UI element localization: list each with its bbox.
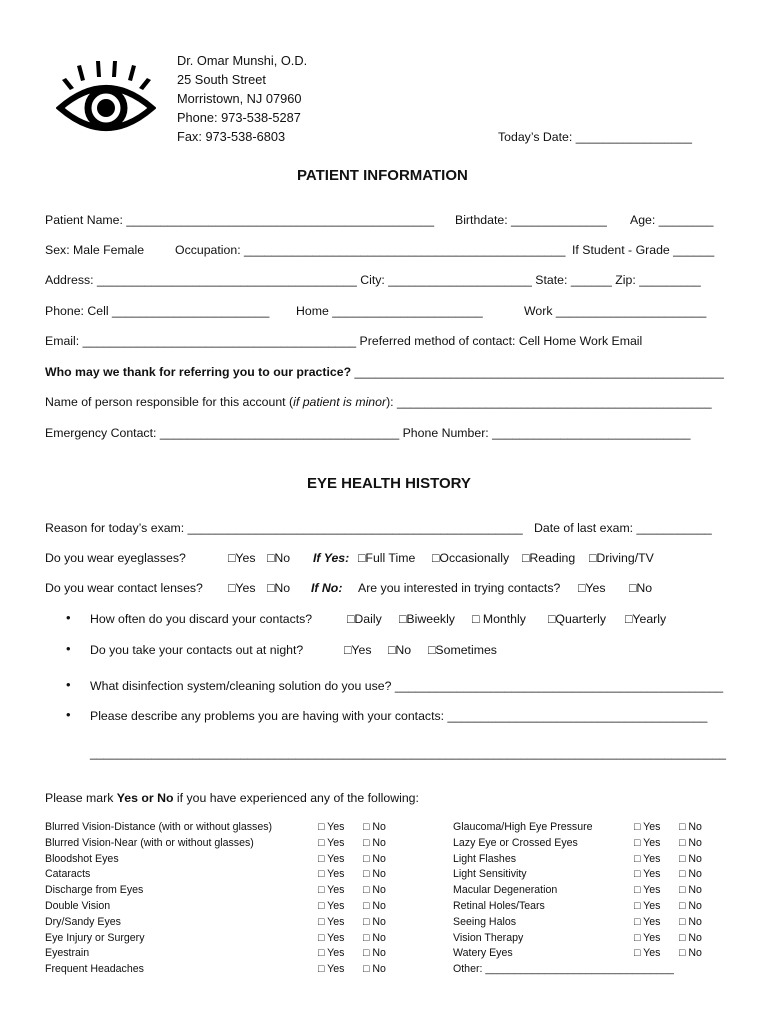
left-condition-no-checkbox[interactable]: □ No	[363, 884, 386, 897]
right-condition-no-checkbox[interactable]: □ No	[679, 947, 702, 960]
bullet: •	[66, 610, 71, 625]
contacts-problems-line[interactable]: _____________________________________________________________________________________________	[90, 746, 727, 760]
contacts-question: Do you wear contact lenses?	[45, 581, 203, 595]
right-condition-no-checkbox[interactable]: □ No	[679, 868, 702, 881]
left-condition-yes-checkbox[interactable]: □ Yes	[318, 900, 345, 912]
eyeglasses-reading-checkbox[interactable]: □Reading	[522, 551, 576, 565]
practice-phone: Phone: 973-538-5287	[177, 110, 301, 125]
left-condition-no-checkbox[interactable]: □ No	[363, 821, 386, 833]
discard-quarterly-checkbox[interactable]: □Quarterly	[548, 612, 606, 626]
left-condition-yes-checkbox[interactable]: □ Yes	[318, 868, 345, 881]
todays-date-field[interactable]: Today’s Date: _________________	[498, 130, 692, 144]
if-yes-label: If Yes:	[313, 551, 350, 565]
left-condition-no-checkbox[interactable]: □ No	[363, 852, 386, 865]
right-condition-yes-checkbox[interactable]: □ Yes	[634, 915, 661, 928]
discard-question: How often do you discard your contacts?	[90, 612, 313, 626]
contacts-yes-checkbox[interactable]: □Yes	[228, 581, 256, 595]
right-condition-label: Light Sensitivity	[453, 868, 527, 881]
practice-fax: Fax: 973-538-6803	[177, 129, 286, 144]
night-yes-checkbox[interactable]: □Yes	[344, 643, 372, 657]
right-condition-label: Glaucoma/High Eye Pressure	[453, 821, 593, 833]
bullet: •	[66, 641, 71, 656]
eyeglasses-no-checkbox[interactable]: □No	[267, 551, 291, 565]
left-condition-no-checkbox[interactable]: □ No	[363, 931, 386, 944]
left-condition-no-checkbox[interactable]: □ No	[363, 836, 386, 849]
left-condition-label: Cataracts	[45, 868, 91, 881]
responsible-person-field[interactable]	[45, 395, 712, 409]
left-condition-label: Blurred Vision-Distance (with or without glasses)	[45, 821, 273, 833]
age-field[interactable]: Age: ________	[630, 213, 714, 227]
discard-daily-checkbox[interactable]: □Daily	[347, 612, 382, 626]
bullet: •	[66, 707, 71, 722]
eye-icon	[56, 58, 156, 136]
left-condition-yes-checkbox[interactable]: □ Yes	[318, 836, 345, 849]
left-condition-label: Dry/Sandy Eyes	[45, 915, 121, 928]
night-question: Do you take your contacts out at night?	[90, 643, 304, 657]
responsible-line[interactable]: ): ______________________________________________	[386, 395, 712, 409]
referral-line[interactable]: ______________________________________________________	[354, 365, 724, 379]
right-condition-yes-checkbox[interactable]: □ Yes	[634, 884, 661, 897]
email-field[interactable]: Email: ________________________________________ Preferred method of contact: Cell Home Work Email	[45, 334, 643, 348]
right-condition-no-checkbox[interactable]: □ No	[679, 884, 702, 897]
practice-street: 25 South Street	[177, 72, 266, 87]
eyeglasses-question: Do you wear eyeglasses?	[45, 551, 186, 565]
right-condition-label: Lazy Eye or Crossed Eyes	[453, 836, 578, 849]
left-condition-yes-checkbox[interactable]: □ Yes	[318, 947, 345, 960]
right-condition-yes-checkbox[interactable]: □ Yes	[634, 821, 661, 833]
occupation-field[interactable]: Occupation: _______________________________________________	[175, 243, 566, 257]
night-no-checkbox[interactable]: □No	[388, 643, 412, 657]
doctor-name: Dr. Omar Munshi, O.D.	[177, 53, 308, 68]
right-condition-yes-checkbox[interactable]: □ Yes	[634, 900, 661, 912]
right-condition-label: Macular Degeneration	[453, 884, 558, 897]
left-condition-yes-checkbox[interactable]: □ Yes	[318, 915, 345, 928]
right-condition-no-checkbox[interactable]: □ No	[679, 836, 702, 849]
left-condition-label: Discharge from Eyes	[45, 884, 144, 897]
right-condition-yes-checkbox[interactable]: □ Yes	[634, 947, 661, 960]
disinfection-field[interactable]: What disinfection system/cleaning solution do you use? ________________________________________________	[90, 679, 724, 693]
right-condition-label: Seeing Halos	[453, 915, 517, 928]
emergency-contact-field[interactable]: Emergency Contact: ___________________________________ Phone Number: _____________________________	[45, 426, 691, 440]
student-grade-field[interactable]: If Student - Grade ______	[572, 243, 715, 257]
right-condition-no-checkbox[interactable]: □ No	[679, 852, 702, 865]
right-condition-yes-checkbox[interactable]: □ Yes	[634, 931, 661, 944]
symptoms-instructions	[45, 791, 419, 805]
right-condition-no-checkbox[interactable]: □ No	[679, 821, 702, 833]
left-condition-label: Eyestrain	[45, 947, 90, 960]
discard-monthly-checkbox[interactable]: □ Monthly	[472, 612, 526, 626]
address-field[interactable]: Address: ______________________________________ City: _____________________ State: ______ Zip: _________	[45, 273, 701, 287]
phone-home-field[interactable]: Home ______________________	[296, 304, 483, 318]
left-condition-yes-checkbox[interactable]: □ Yes	[318, 821, 345, 833]
right-condition-label: Retinal Holes/Tears	[453, 900, 545, 912]
trying-yes-checkbox[interactable]: □Yes	[578, 581, 606, 595]
left-condition-yes-checkbox[interactable]: □ Yes	[318, 884, 345, 897]
left-condition-no-checkbox[interactable]: □ No	[363, 947, 386, 960]
phone-cell-field[interactable]: Phone: Cell _______________________	[45, 304, 270, 318]
left-condition-label: Eye Injury or Surgery	[45, 931, 145, 944]
instructions-emphasis: Yes or No	[116, 791, 174, 805]
responsible-note: if patient is minor	[293, 395, 387, 409]
discard-yearly-checkbox[interactable]: □Yearly	[625, 612, 667, 626]
referral-field[interactable]	[45, 365, 724, 379]
bullet: •	[66, 677, 71, 692]
right-condition-yes-checkbox[interactable]: □ Yes	[634, 852, 661, 865]
left-condition-no-checkbox[interactable]: □ No	[363, 900, 386, 912]
right-condition-no-checkbox[interactable]: □ No	[679, 931, 702, 944]
left-condition-label: Blurred Vision-Near (with or without glasses)	[45, 836, 254, 849]
right-condition-label: Watery Eyes	[453, 947, 513, 960]
last-exam-field[interactable]: Date of last exam: ___________	[534, 521, 712, 535]
phone-work-field[interactable]: Work ______________________	[524, 304, 707, 318]
right-condition-no-checkbox[interactable]: □ No	[679, 900, 702, 912]
exam-reason-field[interactable]: Reason for today’s exam: _________________________________________________	[45, 521, 523, 535]
left-condition-label: Bloodshot Eyes	[45, 852, 119, 865]
eyeglasses-yes-checkbox[interactable]: □Yes	[228, 551, 256, 565]
left-condition-label: Frequent Headaches	[45, 963, 144, 976]
right-condition-yes-checkbox[interactable]: □ Yes	[634, 868, 661, 881]
eye-history-heading: EYE HEALTH HISTORY	[307, 475, 471, 492]
right-condition-yes-checkbox[interactable]: □ Yes	[634, 836, 661, 849]
sex-field[interactable]: Sex: Male Female	[45, 243, 145, 257]
if-no-label: If No:	[311, 581, 343, 595]
instructions-part: Please mark	[45, 791, 117, 805]
contacts-problems-field[interactable]: Please describe any problems you are having with your contacts: ______________________________________	[90, 709, 708, 723]
discard-biweekly-checkbox[interactable]: □Biweekly	[399, 612, 455, 626]
patient-info-heading: PATIENT INFORMATION	[297, 167, 468, 184]
trying-no-checkbox[interactable]: □No	[629, 581, 653, 595]
instructions-part: if you have experienced any of the following:	[173, 791, 419, 805]
left-condition-no-checkbox[interactable]: □ No	[363, 963, 386, 976]
other-condition-field[interactable]: Other: ________________________________	[453, 963, 674, 976]
responsible-label: Name of person responsible for this account (	[45, 395, 294, 409]
right-condition-label: Light Flashes	[453, 852, 517, 865]
left-condition-no-checkbox[interactable]: □ No	[363, 915, 386, 928]
right-condition-label: Vision Therapy	[453, 931, 524, 944]
trying-contacts-question: Are you interested in trying contacts?	[358, 581, 561, 595]
left-condition-yes-checkbox[interactable]: □ Yes	[318, 931, 345, 944]
eyeglasses-occasionally-checkbox[interactable]: □Occasionally	[432, 551, 510, 565]
right-condition-no-checkbox[interactable]: □ No	[679, 915, 702, 928]
eyeglasses-driving-checkbox[interactable]: □Driving/TV	[589, 551, 654, 565]
eyeglasses-fulltime-checkbox[interactable]: □Full Time	[358, 551, 416, 565]
night-sometimes-checkbox[interactable]: □Sometimes	[428, 643, 497, 657]
contacts-no-checkbox[interactable]: □No	[267, 581, 291, 595]
left-condition-yes-checkbox[interactable]: □ Yes	[318, 963, 345, 976]
left-condition-label: Double Vision	[45, 900, 111, 912]
patient-name-field[interactable]: Patient Name: _____________________________________________	[45, 213, 435, 227]
left-condition-no-checkbox[interactable]: □ No	[363, 868, 386, 881]
birthdate-field[interactable]: Birthdate: ______________	[455, 213, 607, 227]
left-condition-yes-checkbox[interactable]: □ Yes	[318, 852, 345, 865]
practice-city: Morristown, NJ 07960	[177, 91, 302, 106]
referral-label: Who may we thank for referring you to our practice?	[45, 365, 352, 379]
